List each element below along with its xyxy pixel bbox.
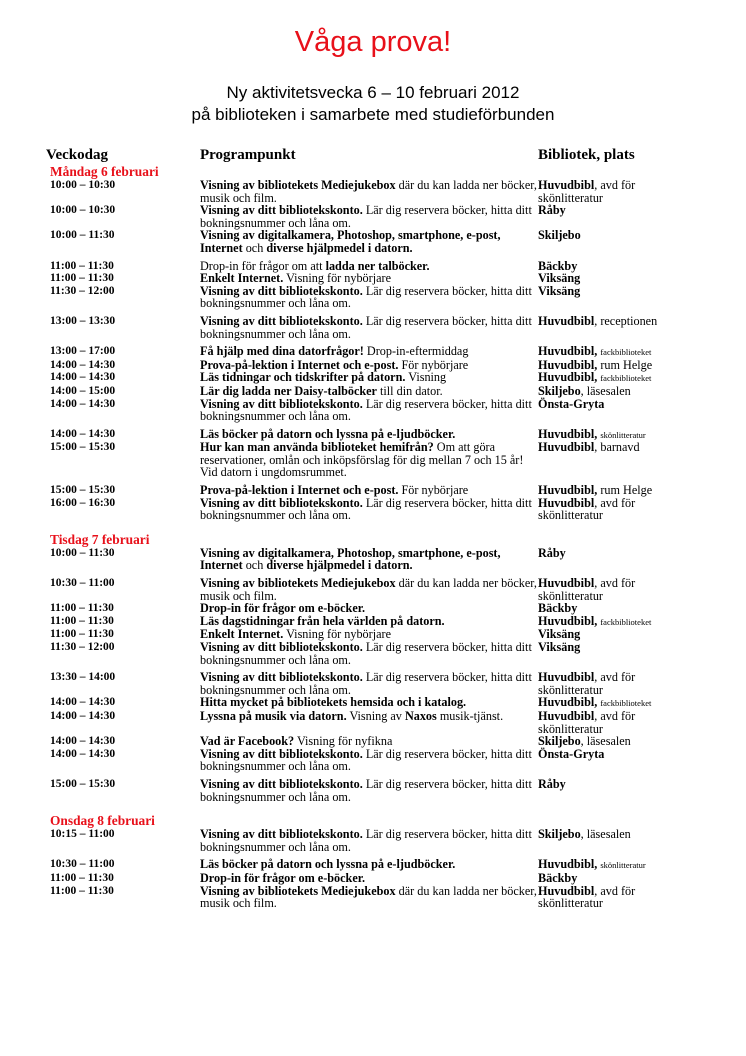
text-segment: Önsta-Gryta [538,746,605,761]
text-segment: där du kan ladda ner böcker, musik och film. [200,883,537,911]
row-time: 11:00 – 11:30 [50,272,114,285]
text-segment: Skiljebo [538,827,581,842]
text-segment: ladda ner talböcker. [325,258,430,273]
text-segment: Visning för nybörjare [283,271,391,286]
row-place [538,441,688,479]
text-segment: , avd för skönlitteratur [538,495,636,523]
text-segment: Visning av ditt bibliotekskonto. [200,203,363,218]
row-time: 10:00 – 11:30 [50,229,115,242]
row-program [200,577,538,602]
text-segment: För nybörjare [398,483,469,498]
text-segment: fackbiblioteket [600,616,652,627]
text-segment: Huvudbibl [538,708,595,723]
text-segment: , receptionen [594,313,658,328]
text-segment: Huvudbibl, [538,370,601,385]
row-time: 13:00 – 17:00 [50,345,116,358]
row-place [538,179,688,204]
row-place [538,371,688,385]
row-time: 10:30 – 11:00 [50,577,115,590]
text-segment: musik-tjänst. [436,708,504,723]
text-segment: , barnavd [594,440,640,455]
text-segment: Lär dig reservera böcker, hitta ditt bokningsnummer och låna om. [200,640,532,667]
schedule-row [50,778,710,803]
text-segment: Huvudbibl [538,670,595,685]
text-segment: Drop-in för frågor om e-böcker. [200,870,366,885]
row-place [538,428,688,442]
text-segment: , läsesalen [580,734,631,749]
text-segment: Enkelt Internet. [200,271,284,286]
row-time: 14:00 – 14:30 [50,696,116,709]
schedule-row [50,858,710,872]
row-program [200,641,538,666]
text-segment: diverse hjälpmedel i datorn. [266,240,413,255]
row-time: 15:00 – 15:30 [50,484,116,497]
text-segment: , avd för skönlitteratur [538,178,636,205]
text-segment: Huvudbibl [538,576,595,591]
schedule-row [50,641,710,666]
schedule-row [50,885,710,910]
row-program [200,204,538,229]
text-segment: , avd för skönlitteratur [538,883,636,911]
schedule-row [50,371,710,385]
row-place [538,858,688,872]
text-segment: och [242,558,267,573]
schedule-row [50,441,710,479]
text-segment: Visning av ditt bibliotekskonto. [200,670,363,685]
text-segment: Visning av ditt bibliotekskonto. [200,313,363,328]
row-program [200,778,538,803]
text-segment: Visning för nyfikna [294,734,393,749]
row-time: 14:00 – 14:30 [50,397,116,410]
page-title: Våga prova! [294,26,452,58]
text-segment: Huvudbibl [538,313,595,328]
header-place: Bibliotek, plats [538,147,635,163]
row-place [538,671,688,696]
row-time: 11:00 – 11:30 [50,614,114,627]
row-time: 10:15 – 11:00 [50,828,115,841]
row-place [538,696,688,710]
row-program [200,748,538,773]
day-heading: Måndag 6 februari [50,164,159,179]
text-segment: diverse hjälpmedel i datorn. [266,558,413,573]
schedule-row [50,345,710,359]
text-segment: Önsta-Gryta [538,396,605,411]
text-segment: Huvudbibl, [538,857,601,872]
text-segment: Visning av ditt bibliotekskonto. [200,776,363,791]
row-time: 11:00 – 11:30 [50,259,114,272]
text-segment: Prova-på-lektion i Internet och e-post. [200,357,399,372]
text-segment: Vad är Facebook? [200,734,295,749]
text-segment: Visning av bibliotekets Mediejukebox [200,178,396,192]
row-time: 14:00 – 14:30 [50,735,116,748]
schedule-row [50,577,710,602]
row-time: 14:00 – 14:30 [50,709,116,722]
row-place [538,204,688,229]
header-program: Programpunkt [200,147,296,163]
row-program [200,858,538,872]
text-segment: Huvudbibl, [538,357,598,372]
text-segment: Visning av [346,708,405,723]
schedule-row [50,497,710,522]
text-segment: , avd för skönlitteratur [538,576,636,603]
text-segment: Hur kan man använda biblioteket hemifrån? [200,440,434,455]
text-segment: Skiljebo [538,228,581,243]
text-segment: Lär dig reservera böcker, hitta ditt bokningsnummer och låna om. [200,283,532,311]
row-place [538,497,688,522]
row-place [538,285,688,310]
text-segment: Lär dig ladda ner Daisy-talböcker [200,383,377,398]
text-segment: Visning av ditt bibliotekskonto. [200,640,363,654]
row-time: 11:30 – 12:00 [50,284,115,297]
schedule-row [50,285,710,310]
text-segment: , läsesalen [580,827,631,842]
row-program [200,710,538,735]
text-segment: Huvudbibl [538,178,595,192]
text-segment: Läs böcker på datorn och lyssna på e-ljudböcker. [200,426,456,441]
text-segment: Drop-in-eftermiddag [363,344,469,359]
text-segment: Råby [538,776,566,791]
text-segment: Visning av bibliotekets Mediejukebox [200,576,396,591]
row-place [538,577,688,602]
text-segment: Huvudbibl, [538,344,601,359]
row-time: 14:00 – 14:30 [50,371,116,384]
text-segment: Visning av ditt bibliotekskonto. [200,396,363,411]
schedule-row [50,204,710,229]
text-segment: Skiljebo [538,734,581,749]
text-segment: Huvudbibl, [538,483,598,498]
text-segment: , läsesalen [580,383,631,398]
schedule-row [50,547,710,572]
text-segment: Huvudbibl, [538,426,601,441]
row-program [200,497,538,522]
text-segment: fackbiblioteket [600,373,652,384]
row-time: 10:30 – 11:00 [50,858,115,871]
row-place [538,710,688,735]
text-segment: Skiljebo [538,383,581,398]
text-segment: Visning av ditt bibliotekskonto. [200,746,363,761]
row-time: 13:00 – 13:30 [50,314,116,327]
text-segment: Lär dig reservera böcker, hitta ditt bokningsnummer och låna om. [200,495,532,523]
text-segment: Huvudbibl [538,883,595,898]
schedule-row [50,615,710,629]
text-segment: Visning av digitalkamera, Photoshop, smartphone, e-post, Internet [200,228,501,255]
text-segment: Läs tidningar och tidskrifter på datorn. [200,370,406,385]
row-place [538,828,688,853]
row-time: 10:00 – 10:30 [50,179,116,191]
row-place [538,885,688,910]
schedule-row [50,428,710,442]
row-place [538,315,688,340]
row-time: 11:30 – 12:00 [50,641,115,653]
text-segment: till din dator. [376,383,443,398]
text-segment: Visning av ditt bibliotekskonto. [200,283,363,298]
row-program [200,345,538,359]
row-place [538,778,688,803]
row-time: 15:00 – 15:30 [50,441,116,454]
row-time: 14:00 – 15:00 [50,384,116,397]
text-segment: Lär dig reservera böcker, hitta ditt bokningsnummer och låna om. [200,670,532,697]
text-segment: fackbiblioteket [600,347,652,358]
schedule-row [50,229,710,254]
text-segment: Viksäng [538,640,581,654]
text-segment: Lyssna på musik via datorn. [200,708,347,723]
row-program [200,428,538,442]
row-program [200,371,538,385]
row-program [200,229,538,254]
row-time: 16:00 – 16:30 [50,496,116,509]
text-segment: Viksäng [538,271,581,286]
row-place [538,547,688,572]
row-time: 10:00 – 10:30 [50,204,116,217]
row-place [538,748,688,773]
row-time: 11:00 – 11:30 [50,871,114,884]
schedule-row [50,315,710,340]
text-segment: skönlitteratur [600,860,646,871]
row-program [200,179,538,204]
row-program [200,398,538,423]
text-segment: Visning av ditt bibliotekskonto. [200,827,363,842]
text-segment: Visning för nybörjare [283,627,391,642]
row-time: 14:00 – 14:30 [50,747,116,760]
schedule-row [50,748,710,773]
text-segment: Visning [405,370,447,385]
schedule-table [50,165,710,910]
header-weekday: Veckodag [46,147,108,163]
text-segment: Lär dig reservera böcker, hitta ditt bokningsnummer och låna om. [200,203,532,230]
row-time: 15:00 – 15:30 [50,777,116,790]
row-program [200,696,538,710]
row-place [538,229,688,254]
day-heading: Onsdag 8 februari [50,813,155,829]
text-segment: Huvudbibl, [538,695,601,710]
text-segment: där du kan ladda ner böcker, musik och film. [200,178,537,205]
text-segment: Bäckby [538,258,578,273]
row-time: 10:00 – 11:30 [50,546,115,559]
text-segment: fackbiblioteket [600,698,652,709]
text-segment: Hitta mycket på bibliotekets hemsida och i katalog. [200,695,467,710]
row-place [538,641,688,666]
text-segment: Huvudbibl, [538,613,601,628]
row-time: 13:30 – 14:00 [50,671,116,684]
subtitle-collaboration: på biblioteken i samarbete med studieförbunden [191,105,555,124]
text-segment: Drop-in för frågor om att [200,258,326,273]
text-segment: Råby [538,203,566,218]
row-time: 11:00 – 11:30 [50,884,114,897]
row-program [200,441,538,479]
schedule-row [50,710,710,735]
text-segment: Bäckby [538,601,578,616]
row-program [200,828,538,853]
text-segment: Enkelt Internet. [200,627,284,642]
text-segment: Lär dig reservera böcker, hitta ditt bokningsnummer och låna om. [200,827,532,854]
text-segment: , avd för skönlitteratur [538,708,636,736]
text-segment: Bäckby [538,870,578,885]
row-place [538,398,688,423]
schedule-row [50,671,710,696]
row-program [200,615,538,629]
schedule-row [50,828,710,853]
text-segment: Viksäng [538,283,581,298]
row-time: 11:00 – 11:30 [50,628,114,641]
day-heading: Tisdag 7 februari [50,531,150,547]
row-program [200,315,538,340]
row-program [200,285,538,310]
schedule-row [50,696,710,710]
text-segment: Prova-på-lektion i Internet och e-post. [200,483,399,498]
text-segment: rum Helge [597,483,653,498]
text-segment: Läs böcker på datorn och lyssna på e-ljudböcker. [200,857,456,872]
text-segment: rum Helge [597,357,653,372]
text-segment: och [242,240,267,255]
text-segment: Huvudbibl [538,440,595,455]
text-segment: skönlitteratur [600,429,646,440]
text-segment: Naxos [404,708,437,723]
row-time: 14:00 – 14:30 [50,427,116,440]
text-segment: Viksäng [538,627,581,642]
row-place [538,345,688,359]
row-time: 14:00 – 14:30 [50,358,116,371]
text-segment: För nybörjare [398,357,469,372]
text-segment: Visning av bibliotekets Mediejukebox [200,883,396,898]
text-segment: Lär dig reservera böcker, hitta ditt bokningsnummer och låna om. [200,746,532,774]
row-program [200,547,538,572]
text-segment: Lär dig reservera böcker, hitta ditt bokningsnummer och låna om. [200,396,532,424]
text-segment: Om att göra reservationer, omlån och inköpsförslag för dig mellan 7 och 15 år! Vid datorn i ungdomsrummet. [200,440,524,480]
text-segment: Få hjälp med dina datorfrågor! [200,344,364,359]
text-segment: där du kan ladda ner böcker, musik och film. [200,576,537,603]
text-segment: Råby [538,545,566,560]
row-program [200,671,538,696]
schedule-row [50,398,710,423]
row-program [200,885,538,910]
text-segment: Visning av ditt bibliotekskonto. [200,495,363,510]
text-segment: Huvudbibl [538,495,595,510]
schedule-row [50,179,710,204]
subtitle-dates: Ny aktivitetsvecka 6 – 10 februari 2012 [226,83,520,102]
text-segment: Läs dagstidningar från hela världen på datorn. [200,613,445,628]
row-time: 11:00 – 11:30 [50,602,114,615]
text-segment: , avd för skönlitteratur [538,670,636,697]
text-segment: Drop-in för frågor om e-böcker. [200,601,366,616]
text-segment: Visning av digitalkamera, Photoshop, smartphone, e-post, Internet [200,545,501,573]
row-place [538,615,688,629]
text-segment: Lär dig reservera böcker, hitta ditt bokningsnummer och låna om. [200,313,532,341]
text-segment: Lär dig reservera böcker, hitta ditt bokningsnummer och låna om. [200,776,532,804]
